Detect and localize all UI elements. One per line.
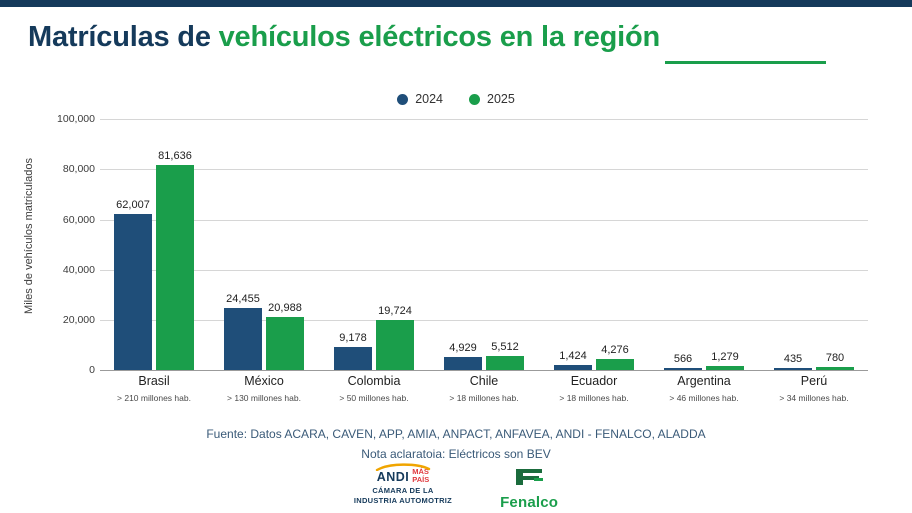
x-sublabel-argentina: > 46 millones hab.	[669, 393, 739, 403]
bar-colombia-2025[interactable]	[376, 305, 414, 370]
bar-value-argentina-2024: 566	[673, 353, 693, 365]
bar-chart	[0, 112, 912, 402]
y-tick-80000: 80,000	[62, 163, 95, 175]
x-axis-labels	[100, 374, 868, 414]
bar-group-colombia	[326, 112, 422, 370]
andi-pais-line: PAÍS	[412, 474, 430, 484]
fenalco-mark-icon	[512, 466, 546, 488]
bar-value-argentina-2025: 1,279	[711, 351, 739, 363]
legend-label-2025: 2025	[487, 92, 515, 106]
x-label-colombia	[326, 374, 422, 403]
x-sublabel-chile: > 18 millones hab.	[449, 393, 519, 403]
bar-peru-2024[interactable]	[774, 353, 812, 370]
x-sublabel-peru: > 34 millones hab.	[779, 393, 849, 403]
andi-logo	[354, 466, 452, 505]
bar-value-colombia-2024: 9,178	[339, 332, 367, 344]
bar-value-mexico-2024: 24,455	[226, 293, 260, 305]
x-label-mexico	[216, 374, 312, 403]
bar-value-peru-2025: 780	[825, 352, 845, 364]
source-note: Fuente: Datos ACARA, CAVEN, APP, AMIA, ANPACT, ANFAVEA, ANDI - FENALCO, ALADDA	[206, 427, 706, 441]
fenalco-wordmark: Fenalco	[500, 494, 559, 511]
x-label-name-colombia: Colombia	[347, 374, 401, 388]
x-label-peru	[766, 374, 862, 403]
bar-value-colombia-2025: 19,724	[378, 305, 412, 317]
bar-value-mexico-2025: 20,988	[268, 302, 302, 314]
y-tick-20000: 20,000	[62, 314, 95, 326]
y-tick-40000: 40,000	[62, 264, 95, 276]
logo-row	[0, 466, 912, 511]
x-label-ecuador	[546, 374, 642, 403]
bar-peru-2025[interactable]	[816, 352, 854, 370]
chart-legend	[0, 92, 912, 106]
bar-group-chile	[436, 112, 532, 370]
bar-value-peru-2024: 435	[783, 353, 803, 365]
bar-mexico-2025[interactable]	[266, 302, 304, 370]
bar-value-brasil-2025: 81,636	[158, 150, 192, 162]
andi-subtitle	[354, 486, 452, 506]
legend-color-swatch-2024	[397, 94, 408, 105]
x-sublabel-mexico: > 130 millones hab.	[227, 393, 301, 403]
x-label-name-ecuador: Ecuador	[570, 374, 618, 388]
x-label-name-chile: Chile	[469, 374, 499, 388]
fenalco-logo	[500, 466, 558, 511]
bar-group-ecuador	[546, 112, 642, 370]
bar-value-ecuador-2025: 4,276	[601, 344, 629, 356]
title-underline	[665, 61, 826, 64]
x-label-name-peru: Perú	[800, 374, 828, 388]
bar-value-ecuador-2024: 1,424	[559, 350, 587, 362]
andi-subtitle-line1: CÁMARA DE LA	[372, 485, 434, 495]
bar-group-peru	[766, 112, 862, 370]
legend-label-2024: 2024	[415, 92, 443, 106]
page-title	[28, 22, 888, 54]
legend-item-2024[interactable]	[397, 92, 443, 106]
x-sublabel-brasil: > 210 millones hab.	[117, 393, 191, 403]
bar-chile-2025[interactable]	[486, 341, 524, 370]
y-axis-title: Miles de vehículos matriculados	[23, 158, 35, 314]
x-label-name-brasil: Brasil	[138, 374, 170, 388]
legend-color-swatch-2025	[469, 94, 480, 105]
bar-argentina-2024[interactable]	[664, 353, 702, 370]
x-sublabel-colombia: > 50 millones hab.	[339, 393, 409, 403]
bar-ecuador-2025[interactable]	[596, 344, 634, 370]
andi-wordmark: ANDI	[376, 469, 410, 484]
bar-brasil-2025[interactable]	[156, 150, 194, 370]
y-tick-60000: 60,000	[62, 214, 95, 226]
x-label-name-mexico: México	[244, 374, 284, 388]
andi-subtitle-line2: INDUSTRIA AUTOMOTRIZ	[353, 495, 453, 505]
x-label-name-argentina: Argentina	[677, 374, 731, 388]
andi-swoosh-icon	[375, 463, 431, 471]
bar-group-mexico	[216, 112, 312, 370]
bar-group-argentina	[656, 112, 752, 370]
x-label-argentina	[656, 374, 752, 403]
x-label-chile	[436, 374, 532, 403]
bar-argentina-2025[interactable]	[706, 351, 744, 370]
footnotes	[0, 424, 912, 465]
legend-item-2025[interactable]	[469, 92, 515, 106]
bar-group-brasil	[106, 112, 202, 370]
bar-chile-2024[interactable]	[444, 342, 482, 370]
title-part-dark: Matrículas de	[28, 21, 219, 53]
y-tick-100000: 100,000	[57, 113, 95, 125]
bar-colombia-2024[interactable]	[334, 332, 372, 370]
bar-mexico-2024[interactable]	[224, 293, 262, 370]
x-sublabel-ecuador: > 18 millones hab.	[559, 393, 629, 403]
title-part-green: vehículos eléctricos en la región	[218, 21, 661, 53]
andi-mas-line: MÁS	[412, 467, 429, 476]
bar-brasil-2024[interactable]	[114, 199, 152, 370]
bar-ecuador-2024[interactable]	[554, 350, 592, 370]
bar-value-chile-2025: 5,512	[491, 341, 519, 353]
y-tick-0: 0	[89, 364, 95, 376]
x-label-brasil	[106, 374, 202, 403]
bar-series-container	[100, 112, 868, 371]
bar-value-chile-2024: 4,929	[449, 342, 477, 354]
clarification-note: Nota aclaratoia: Eléctricos son BEV	[361, 447, 551, 462]
top-accent-bar	[0, 0, 912, 7]
bar-value-brasil-2024: 62,007	[116, 199, 150, 211]
